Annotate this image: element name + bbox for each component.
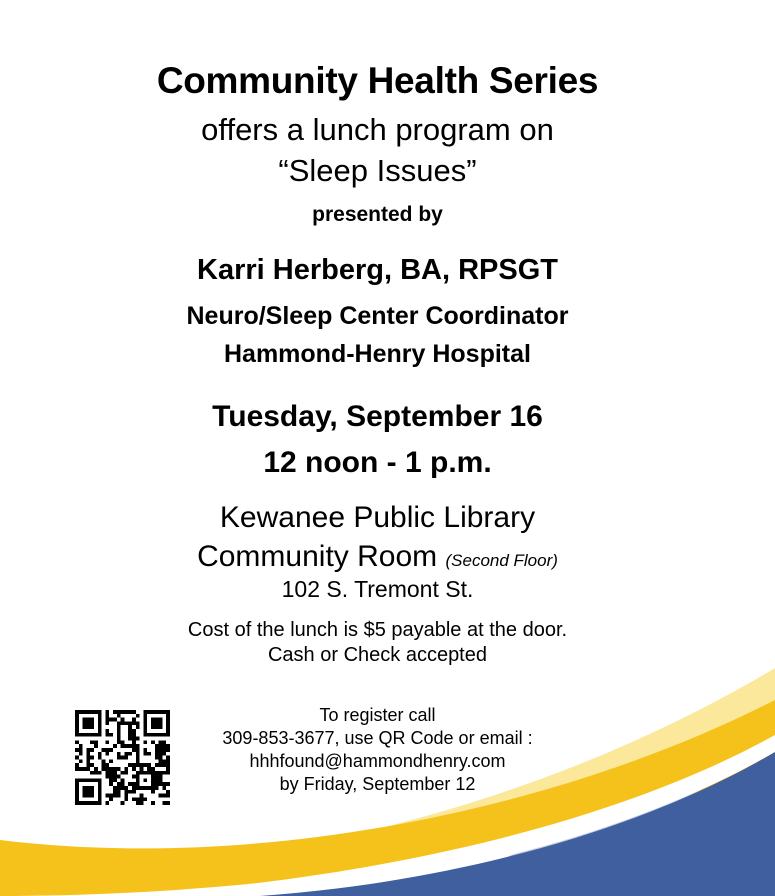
cost-info: Cost of the lunch is $5 payable at the door. (187, 619, 568, 641)
program-topic: “Sleep Issues” (278, 153, 477, 188)
presenter-name: Karri Herberg, BA, RPSGT (197, 254, 558, 286)
event-room-line (0, 540, 755, 574)
registration-info (180, 704, 575, 796)
payment-info: Cash or Check accepted (267, 644, 487, 666)
qr-code-icon[interactable] (75, 710, 170, 805)
register-deadline: by Friday, September 12 (279, 774, 476, 794)
presenter-organization: Hammond-Henry Hospital (224, 340, 531, 368)
event-date: Tuesday, September 16 (212, 400, 543, 433)
event-room: Community Room (197, 540, 438, 573)
register-email[interactable]: hhhfound@hammondhenry.com (249, 751, 506, 771)
presenter-role: Neuro/Sleep Center Coordinator (186, 302, 569, 330)
register-heading: To register call (319, 705, 436, 725)
event-venue: Kewanee Public Library (219, 501, 536, 534)
presented-by-label: presented by (312, 203, 443, 226)
program-intro: offers a lunch program on (201, 112, 554, 147)
event-room-note: (Second Floor) (445, 551, 558, 570)
event-time: 12 noon - 1 p.m. (263, 446, 492, 479)
event-address: 102 S. Tremont St. (281, 576, 474, 602)
event-series-title: Community Health Series (156, 60, 599, 101)
register-phone[interactable]: 309-853-3677, use QR Code or email : (222, 728, 533, 748)
